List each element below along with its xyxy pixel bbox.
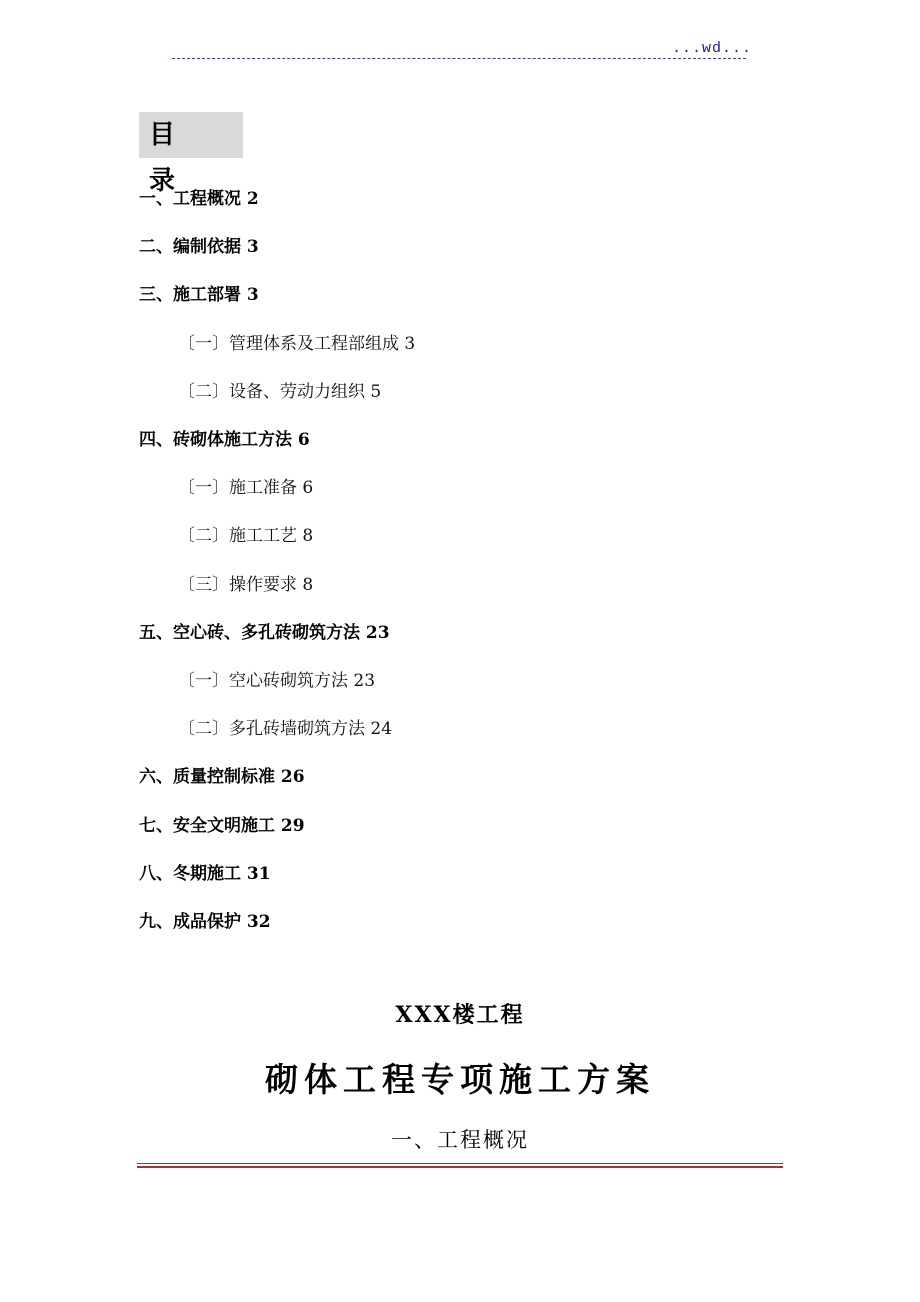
toc-section-entry[interactable]: 〔一〕空心砖砌筑方法 23 — [178, 671, 376, 691]
toc-chapter-entry[interactable]: 八、冬期施工 31 — [139, 864, 271, 884]
header-mark: ...wd... — [672, 40, 753, 57]
section-title: 一、工程概况 — [391, 1128, 529, 1152]
toc-section-entry[interactable]: 〔一〕施工准备 6 — [178, 478, 314, 498]
toc-title: 目 录 — [139, 112, 243, 158]
toc-chapter-entry[interactable]: 六、质量控制标准 26 — [139, 767, 305, 787]
toc-chapter-entry[interactable]: 九、成品保护 32 — [139, 912, 271, 932]
toc-chapter-entry[interactable]: 四、砖砌体施工方法 6 — [139, 430, 310, 450]
toc-section-entry[interactable]: 〔一〕管理体系及工程部组成 3 — [178, 334, 416, 354]
document-title: 砌体工程专项施工方案 — [265, 1060, 655, 1099]
toc-chapter-entry[interactable]: 二、编制依据 3 — [139, 237, 259, 257]
toc-section-entry[interactable]: 〔二〕多孔砖墙砌筑方法 24 — [178, 719, 393, 739]
toc-section-entry[interactable]: 〔二〕施工工艺 8 — [178, 526, 314, 546]
toc-chapter-entry[interactable]: 三、施工部署 3 — [139, 285, 259, 305]
toc-chapter-entry[interactable]: 五、空心砖、多孔砖砌筑方法 23 — [139, 623, 390, 643]
section-rule-thin — [137, 1163, 783, 1164]
toc-section-entry[interactable]: 〔二〕设备、劳动力组织 5 — [178, 382, 382, 402]
section-rule-thick — [137, 1166, 783, 1168]
toc-chapter-entry[interactable]: 一、工程概况 2 — [139, 189, 259, 209]
project-subtitle: XXX楼工程 — [395, 1002, 525, 1028]
toc-chapter-entry[interactable]: 七、安全文明施工 29 — [139, 816, 305, 836]
toc-section-entry[interactable]: 〔三〕操作要求 8 — [178, 575, 314, 595]
